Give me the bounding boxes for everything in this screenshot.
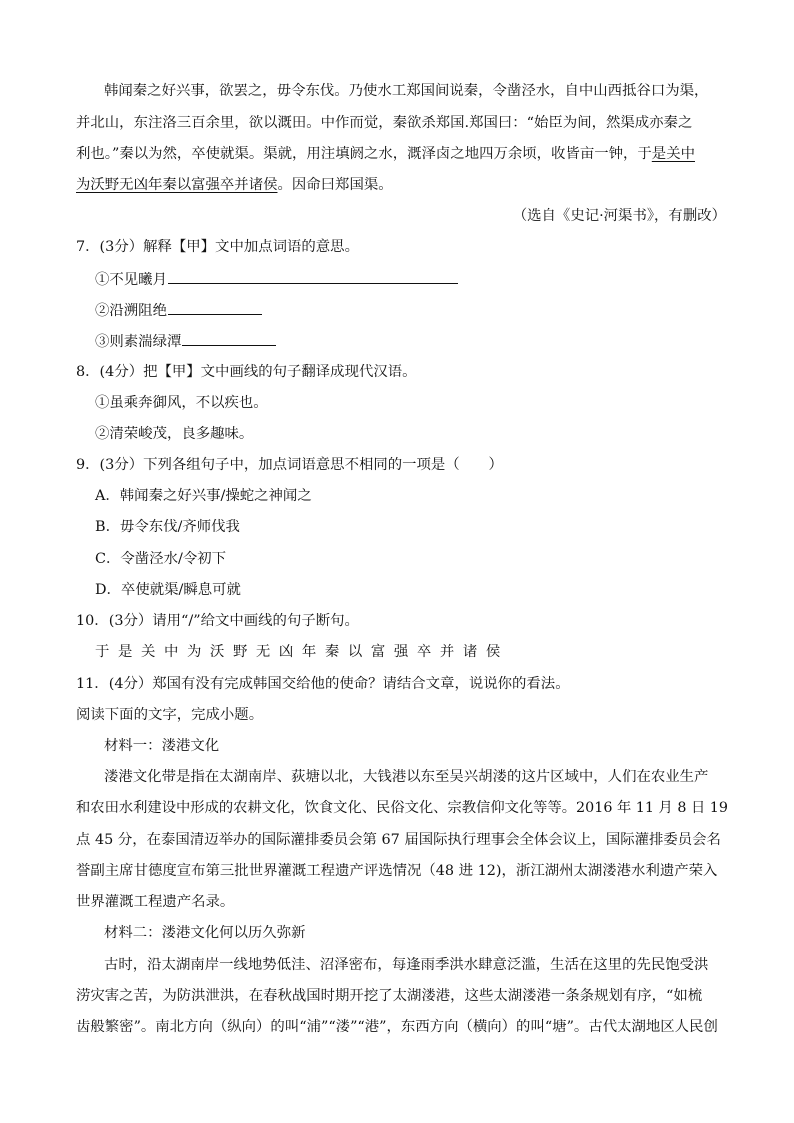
q10-sentence: 于是关中为沃野无凶年秦以富强卒并诸侯 bbox=[95, 644, 509, 660]
passage-line-4-end: 。因命曰郑国渠。 bbox=[277, 177, 393, 193]
underlined-sentence-start: 是关中 bbox=[651, 146, 695, 162]
reading-intro: 阅读下面的文字，完成小题。 bbox=[76, 707, 264, 723]
q8-item-2: ②清荣峻茂，良多趣味。 bbox=[95, 426, 254, 442]
q11-stem: 11．(4分）郑国有没有完成韩国交给他的使命？请结合文章，说说你的看法。 bbox=[76, 676, 570, 692]
underlined-sentence: 为沃野无凶年秦以富强卒并诸侯 bbox=[76, 177, 278, 193]
material-2-line-1: 古时，沿太湖南岸一线地势低洼、沼泽密布，每逢雨季洪水肆意泛滥，生活在这里的先民饱受洪 bbox=[104, 957, 709, 973]
q7-item-1 bbox=[95, 268, 458, 290]
q7-item-1-label: ①不见曦月 bbox=[95, 272, 167, 288]
material-2-title: 材料二：溇港文化何以历久弥新 bbox=[104, 925, 306, 941]
q7-item-2-label: ②沿溯阻绝 bbox=[95, 303, 167, 319]
material-1-line-3: 点 45 分，在泰国清迈举办的国际灌排委员会第 67 届国际执行理事会全体会议上，国际灌排委员会名 bbox=[76, 832, 721, 848]
q7-item-3-label: ③则素湍绿潭 bbox=[95, 334, 182, 350]
q7-item-2 bbox=[95, 299, 262, 321]
material-1-line-1: 溇港文化带是指在太湖南岸、荻塘以北，大钱港以东至吴兴胡溇的这片区域中，人们在农业生产 bbox=[104, 769, 709, 785]
answer-blank-3[interactable] bbox=[182, 330, 276, 346]
q7-stem: 7．(3分）解释【甲】文中加点词语的意思。 bbox=[76, 239, 359, 255]
material-1-line-4: 誉副主席甘德度宣布第三批世界灌溉工程遗产评选情况（48 进 12)，浙江湖州太湖溇港水利遗产荣入 bbox=[76, 863, 718, 879]
material-1-title: 材料一：溇港文化 bbox=[104, 738, 220, 754]
q9-option-c: C．令凿泾水/令初下 bbox=[95, 551, 226, 567]
passage-source: （选自《史记·河渠书》，有删改） bbox=[512, 208, 726, 224]
q9-option-b: B．毋令东伐/齐师伐我 bbox=[95, 519, 240, 535]
q9-option-a: A．韩闻秦之好兴事/操蛇之神闻之 bbox=[95, 488, 312, 504]
material-1-line-5: 世界灌溉工程遗产名录。 bbox=[76, 894, 235, 910]
passage-line-4 bbox=[76, 175, 393, 195]
q10-stem: 10．(3分）请用“/”给文中画线的句子断句。 bbox=[76, 613, 359, 629]
passage-line-3 bbox=[76, 144, 695, 164]
q8-stem: 8．(4分）把【甲】文中画线的句子翻译成现代汉语。 bbox=[76, 364, 417, 380]
q9-stem: 9．(3分）下列各组句子中，加点词语意思不相同的一项是（ ） bbox=[76, 457, 503, 473]
passage-line-1: 韩闻秦之好兴事，欲罢之，毋令东伐。乃使水工郑国间说秦，令凿泾水，自中山西抵谷口为渠， bbox=[104, 83, 709, 99]
passage-line-2: 并北山，东注洛三百余里，欲以溉田。中作而觉，秦欲杀郑国.郑国曰：“始臣为间，然渠成亦秦之 bbox=[76, 115, 693, 131]
q7-item-3 bbox=[95, 330, 276, 352]
q8-item-1: ①虽乘奔御风，不以疾也。 bbox=[95, 395, 268, 411]
material-2-line-2: 涝灾害之苦，为防洪泄洪，在春秋战国时期开挖了太湖溇港，这些太湖溇港一条条规划有序，“如梳 bbox=[76, 988, 703, 1004]
q9-option-d: D．卒使就渠/瞬息可就 bbox=[95, 582, 241, 598]
answer-blank-1[interactable] bbox=[168, 268, 458, 284]
passage-line-3-text: 利也。”秦以为然，卒使就渠。渠就，用注填阏之水，溉泽卤之地四万余顷，收皆亩一钟，于 bbox=[76, 146, 652, 162]
answer-blank-2[interactable] bbox=[168, 299, 262, 315]
material-2-line-3: 齿般繁密”。南北方向（纵向）的叫“浦”“溇”“港”，东西方向（横向）的叫“塘”。古代太湖地区人民创 bbox=[76, 1019, 718, 1035]
material-1-line-2: 和农田水利建设中形成的农耕文化，饮食文化、民俗文化、宗教信仰文化等等。2016 年 11 月 8 日 19 bbox=[76, 800, 728, 816]
